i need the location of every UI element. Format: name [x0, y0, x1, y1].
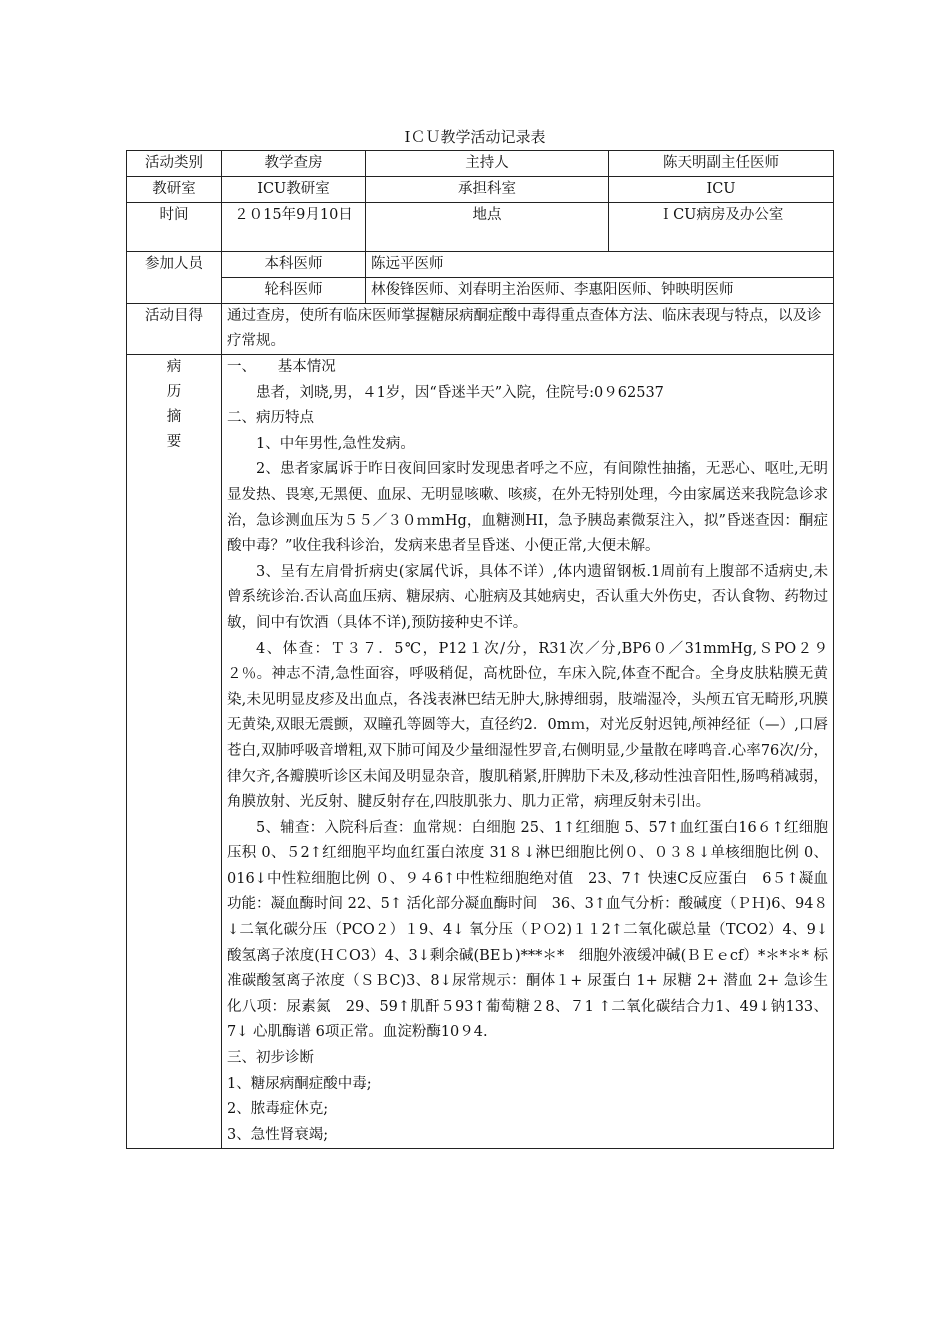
feature-2: 2、患者家属诉于昨日夜间回家时发现患者呼之不应，有间隙性抽搐，无恶心、呕吐,无明显发热、畏寒,无黑便、血尿、无明显咳嗽、咳痰，在外无特别处理，今由家属送来我院急诊求治，急诊测血压为５５／３０ｍmHg，血糖测HI，急予胰岛素微泵注入，拟”昏迷查因：酮症酸中毒？”收住我科诊治，发病来患者呈昏迷、小便正常,大便未解。 — [227, 461, 828, 555]
table-row — [127, 177, 834, 203]
table-row — [127, 304, 834, 355]
host-label: 主持人 — [366, 151, 609, 177]
section-heading-diagnosis: 三、初步诊断 — [227, 1050, 314, 1067]
time-label: 时间 — [127, 203, 222, 252]
feature-3: 3、呈有左肩骨折病史(家属代诉，具体不详）,体内遗留钢板.1周前有上腹部不适病史,未曾系统诊治.否认高血压病、糖尿病、心脏病及其她病史，否认重大外伤史，否认食物、药物过敏，间中有饮酒（具体不详),预防接种史不详。 — [227, 563, 828, 631]
feature-4-exam: 4、体查：Ｔ３７．5℃，P12１次/分，R31次／分,BP6０／31mmHg,ＳPO２９２％。神志不清,急性面容，呼吸稍促，高枕卧位，车床入院,体查不配合。全身皮肤粘膜无黄染,未见明显皮疹及出血点，各浅表淋巴结无肿大,脉搏细弱，肢端湿冷，头颅五官无畸形,巩膜无黄染,双眼无震颤，双瞳孔等圆等大，直径约2．0mｍ，对光反射迟钝,颅神经征（—）,口唇苍白,双肺呼吸音增粗,双下肺可闻及少量细湿性罗音,右侧明显,少量散在哮鸣音.心率76次/分，律欠齐,各瓣膜听诊区未闻及明显杂音，腹肌稍紧,肝脾肋下未及,移动性浊音阳性,肠鸣稍减弱，角膜放射、光反射、腱反射存在,四肢肌张力、肌力正常，病理反射未引出。 — [227, 640, 828, 811]
section-heading-features: 二、病历特点 — [227, 410, 314, 427]
summary-label-char: 要 — [166, 434, 182, 450]
feature-1: 1、中年男性,急性发病。 — [256, 435, 415, 452]
patient-info: 患者，刘晓,男，４1岁，因“昏迷半天”入院，住院号:0９62537 — [256, 384, 664, 401]
summary-label-char: 摘 — [166, 409, 182, 425]
purpose-paragraph: 通过查房，使所有临床医师掌握糖尿病酮症酸中毒得重点查体方法、临床表现与特点，以及诊疗常规。 — [227, 308, 822, 349]
department-label: 教研室 — [127, 177, 222, 203]
purpose-text — [222, 304, 834, 355]
page-title: IＣＵ教学活动记录表 — [404, 128, 546, 146]
participants-label: 参加人员 — [127, 252, 222, 304]
rotating-doctor-label: 轮科医师 — [222, 278, 366, 304]
responsible-unit-label: 承担科室 — [366, 177, 609, 203]
undergrad-doctor-value: 陈远平医师 — [366, 252, 834, 278]
table-row — [127, 278, 834, 304]
purpose-label: 活动目得 — [127, 304, 222, 355]
responsible-unit-value: ICU — [609, 177, 834, 203]
feature-5-labs: 5、辅查：入院科后查：血常规：白细胞 25、1↑红细胞 5、57↑血红蛋白16６↑红细胞压积 0、５2↑红细胞平均血红蛋白浓度 31８↓淋巴细胞比例０、０３８↓单核细胞比例 0、016↓中性粒细胞比例 ０、９４6↑中性粒细胞绝对值 23、7↑ 快速C反应蛋白 6５↑凝血功能：凝血酶时间 22、5↑ 活化部分凝血酶时间 36、3↑血气分析：酸碱度（ＰＨ)6、94８↓二氧化碳分压（PCO２）１9、4↓ 氧分压（ＰＯ2)１１2↑二氧化碳总量（TCO2）4、9↓酸氢离子浓度(ＨＣO3）4、3↓剩余碱(BEｂ)***＊* 细胞外液缓冲碱(ＢＥｅcf）*＊*＊* 标准碳酸氢离子浓度（ＳＢC)3、8↓尿常规示：酮体１+ 尿蛋白 1+ 尿糖 2+ 潜血 2+ 急诊生化八项：尿素氮 29、59↑肌酐５93↑葡萄糖２8、７1 ↑二氧化碳结合力1、49↓钠133、7↓ 心肌酶谱 6项正常。血淀粉酶10９4. — [227, 819, 828, 1041]
diagnosis-2: 2、脓毒症休克; — [227, 1101, 329, 1118]
summary-label-char: 病 — [166, 359, 182, 375]
host-value: 陈天明副主任医师 — [609, 151, 834, 177]
rotating-doctor-value: 林俊锋医师、刘春明主治医师、李惠阳医师、钟映明医师 — [366, 278, 834, 304]
summary-label — [127, 355, 222, 1149]
location-label: 地点 — [366, 203, 609, 252]
department-value: ICU教研室 — [222, 177, 366, 203]
activity-type-label: 活动类别 — [127, 151, 222, 177]
location-value: ＩCU病房及办公室 — [609, 203, 834, 252]
summary-body — [222, 355, 834, 1149]
section-heading-basic: 一、 基本情况 — [227, 359, 336, 375]
time-value: ２０15年9月10日 — [222, 203, 366, 252]
table-row — [127, 151, 834, 177]
table-row — [127, 203, 834, 252]
activity-type-value: 教学查房 — [222, 151, 366, 177]
undergrad-doctor-label: 本科医师 — [222, 252, 366, 278]
diagnosis-1: 1、糖尿病酮症酸中毒; — [227, 1075, 372, 1092]
diagnosis-3: 3、急性肾衰竭; — [227, 1126, 329, 1143]
table-row — [127, 355, 834, 1149]
summary-label-char: 历 — [166, 384, 182, 400]
table-row — [127, 252, 834, 278]
activity-record-table — [126, 150, 834, 1149]
